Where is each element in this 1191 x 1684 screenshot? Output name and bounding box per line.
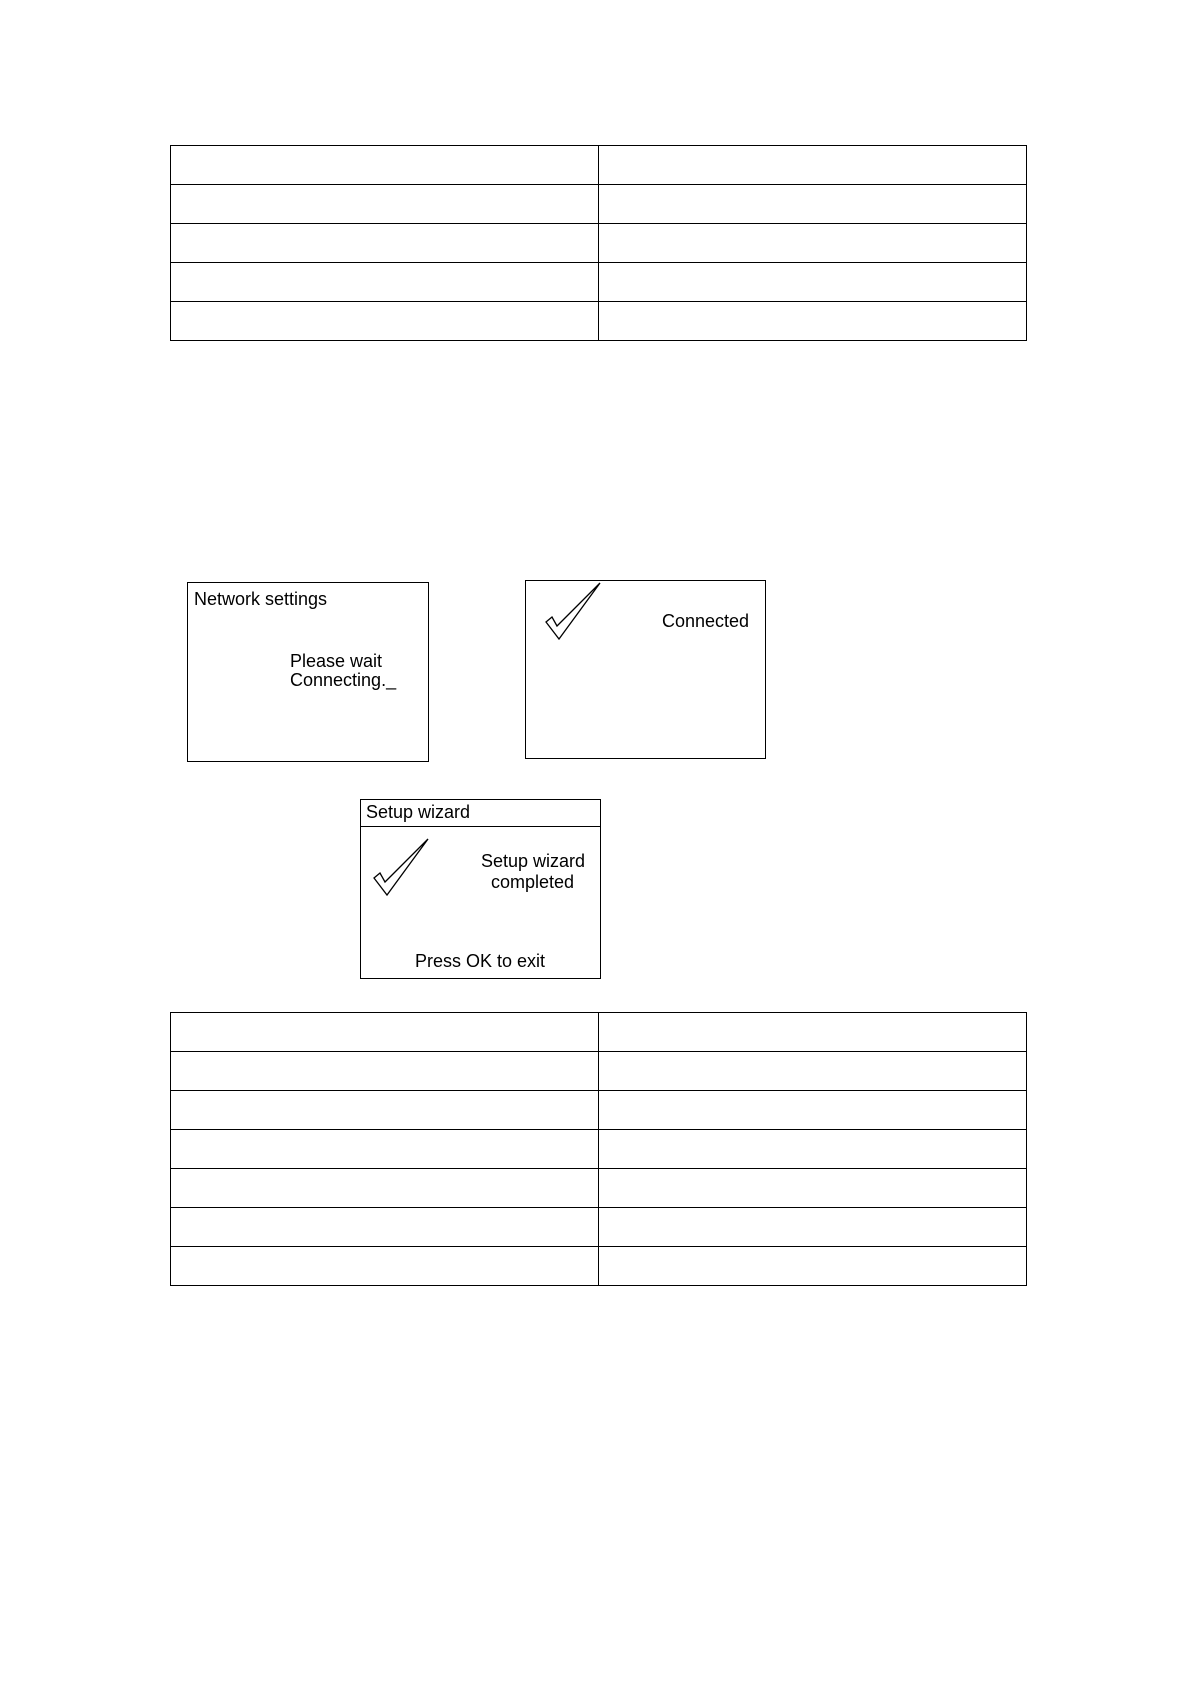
setup-wizard-screen	[360, 799, 601, 979]
table-cell	[171, 1013, 599, 1052]
table-row	[171, 1208, 1027, 1247]
connected-status-text: Connected	[662, 611, 750, 631]
table-row	[171, 146, 1027, 185]
table-cell	[599, 1130, 1027, 1169]
bottom-empty-table	[170, 1012, 1027, 1286]
table-row	[171, 1013, 1027, 1052]
table-row	[171, 1247, 1027, 1286]
table-cell	[171, 1208, 599, 1247]
table-row	[171, 1052, 1027, 1091]
table-cell	[599, 185, 1027, 224]
setup-message-line2: completed	[491, 872, 575, 892]
connecting-text: Connecting._	[290, 670, 397, 690]
checkmark-icon	[544, 582, 604, 642]
table-row	[171, 224, 1027, 263]
table-cell	[171, 185, 599, 224]
table-cell	[599, 1208, 1027, 1247]
setup-message-line1: Setup wizard	[481, 851, 586, 871]
table-cell	[599, 1169, 1027, 1208]
table-cell	[599, 1247, 1027, 1286]
press-ok-to-exit-text: Press OK to exit	[415, 951, 546, 971]
table-row	[171, 263, 1027, 302]
table-cell	[171, 146, 599, 185]
table-cell	[599, 1091, 1027, 1130]
table-cell	[599, 1013, 1027, 1052]
table-cell	[599, 1052, 1027, 1091]
screen-title: Network settings	[194, 589, 328, 609]
checkmark-icon	[372, 838, 432, 898]
table-cell	[171, 1091, 599, 1130]
table-cell	[171, 1052, 599, 1091]
table-cell	[599, 224, 1027, 263]
table-cell	[171, 1169, 599, 1208]
table-cell	[171, 1247, 599, 1286]
table-row	[171, 1130, 1027, 1169]
table-cell	[171, 1130, 599, 1169]
setup-wizard-header	[361, 800, 600, 827]
top-empty-table	[170, 145, 1027, 341]
table-cell	[171, 302, 599, 341]
connected-screen	[525, 580, 766, 759]
table-cell	[171, 263, 599, 302]
screen-title: Setup wizard	[366, 802, 471, 822]
top-table-body	[171, 146, 1027, 341]
table-cell	[599, 146, 1027, 185]
please-wait-text: Please wait	[290, 651, 383, 671]
table-row	[171, 1091, 1027, 1130]
table-row	[171, 302, 1027, 341]
table-cell	[171, 224, 599, 263]
table-cell	[599, 302, 1027, 341]
table-row	[171, 1169, 1027, 1208]
table-cell	[599, 263, 1027, 302]
network-settings-screen	[187, 582, 429, 762]
table-row	[171, 185, 1027, 224]
bottom-table-body	[171, 1013, 1027, 1286]
